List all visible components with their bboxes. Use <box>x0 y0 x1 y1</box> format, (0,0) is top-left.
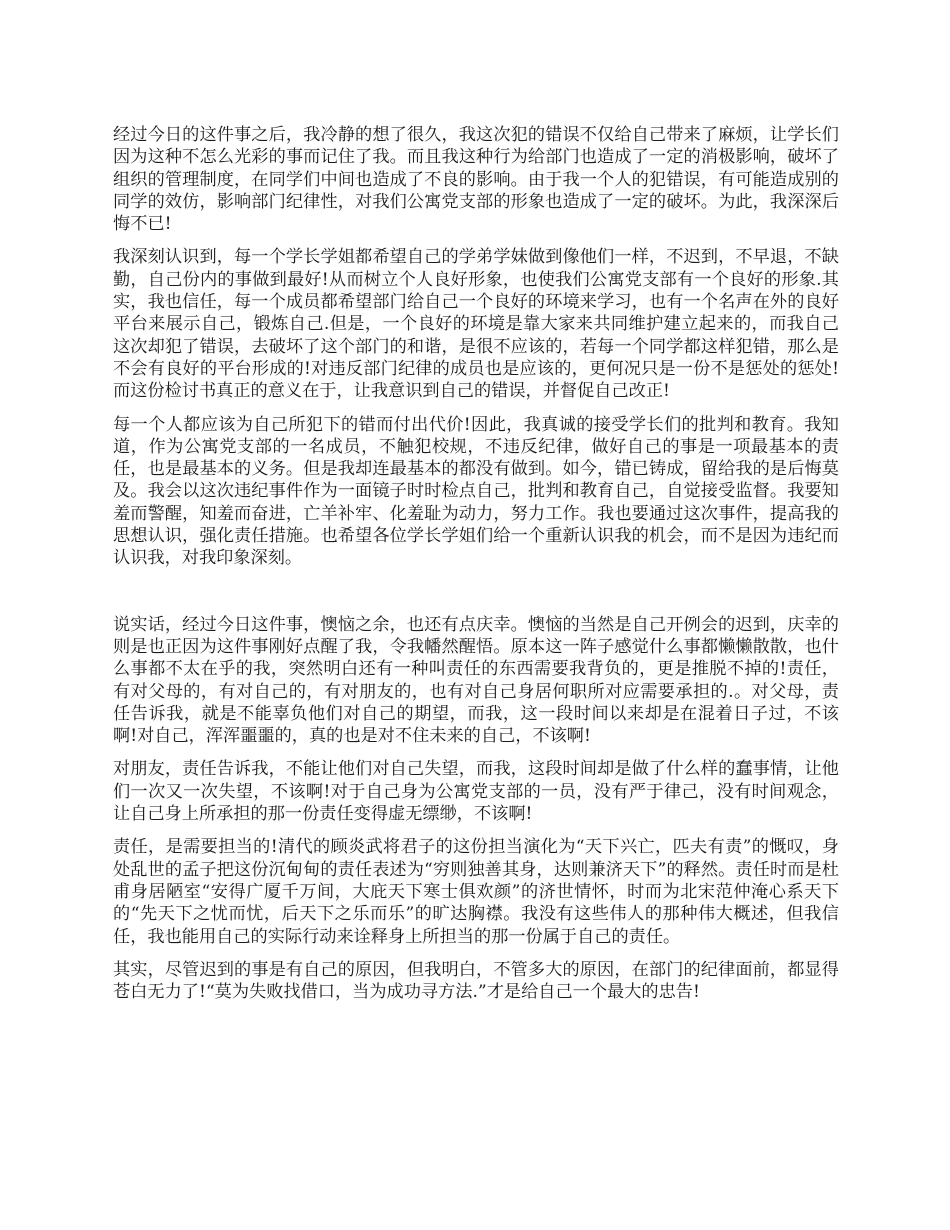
paragraph-3: 每一个人都应该为自己所犯下的错而付出代价!因此，我真诚的接受学长们的批判和教育。我知道，作为公寓党支部的一名成员，不触犯校规，不违反纪律，做好自己的事是一项最基本的责任，也是最基本的义务。但是我却连最基本的都没有做到。如今，错已铸成，留给我的是后悔莫及。我会以这次违纪事件作为一面镜子时时检点自己，批判和教育自己，自觉接受监督。我要知羞而警醒，知羞而奋进，亡羊补牢、化羞耻为动力，努力工作。我也要通过这次事件，提高我的思想认识，强化责任措施。也希望各位学长学姐们给一个重新认识我的机会，而不是因为违纪而认识我，对我印象深刻。 <box>113 414 839 569</box>
document-body <box>113 124 839 1014</box>
paragraph-6: 责任，是需要担当的!清代的顾炎武将君子的这份担当演化为“天下兴亡，匹夫有责”的慨叹，身处乱世的孟子把这份沉甸甸的责任表述为“穷则独善其身，达则兼济天下”的释然。责任时而是杜甫身居陋室“安得广厦千万间，大庇天下寒士俱欢颜”的济世情怀，时而为北宋范仲淹心系天下的“先天下之忧而忧，后天下之乐而乐”的旷达胸襟。我没有这些伟人的那种伟大概述，但我信任，我也能用自己的实际行动来诠释身上所担当的那一份属于自己的责任。 <box>113 837 839 947</box>
paragraph-5: 对朋友，责任告诉我，不能让他们对自己失望，而我，这段时间却是做了什么样的蠢事情，让他们一次又一次失望，不该啊!对于自己身为公寓党支部的一员，没有严于律己，没有时间观念，让自己身上所承担的那一份责任变得虚无缥缈，不该啊! <box>113 759 839 825</box>
paragraph-4: 说实话，经过今日这件事，懊恼之余，也还有点庆幸。懊恼的当然是自己开例会的迟到，庆幸的则是也正因为这件事刚好点醒了我，令我幡然醒悟。原本这一阵子感觉什么事都懒懒散散，也什么事都不太在乎的我，突然明白还有一种叫责任的东西需要我背负的，更是推脱不掉的!责任，有对父母的，有对自己的，有对朋友的，也有对自己身居何职所对应需要承担的.。对父母，责任告诉我，就是不能辜负他们对自己的期望，而我，这一段时间以来却是在混着日子过，不该啊!对自己，浑浑噩噩的，真的也是对不住未来的自己，不该啊! <box>113 614 839 747</box>
paragraph-7: 其实，尽管迟到的事是有自己的原因，但我明白，不管多大的原因，在部门的纪律面前，都显得苍白无力了!“莫为失败找借口，当为成功寻方法.”才是给自己一个最大的忠告! <box>113 959 839 1003</box>
section-gap <box>113 581 839 614</box>
paragraph-2: 我深刻认识到，每一个学长学姐都希望自己的学弟学妹做到像他们一样，不迟到，不早退，不缺勤，自己份内的事做到最好!从而树立个人良好形象，也使我们公寓党支部有一个良好的形象.其实，我也信任，每一个成员都希望部门给自己一个良好的环境来学习，也有一个名声在外的良好平台来展示自己，锻炼自己.但是，一个良好的环境是靠大家来共同维护建立起来的，而我自己这次却犯了错误，去破坏了这个部门的和谐，是很不应该的，若每一个同学都这样犯错，那么是不会有良好的平台形成的!对违反部门纪律的成员也是应该的，更何况只是一份不是惩处的惩处!而这份检讨书真正的意义在于，让我意识到自己的错误，并督促自己改正! <box>113 247 839 402</box>
paragraph-1: 经过今日的这件事之后，我冷静的想了很久，我这次犯的错误不仅给自己带来了麻烦，让学长们因为这种不怎么光彩的事而记住了我。而且我这种行为给部门也造成了一定的消极影响，破坏了组织的管理制度，在同学们中间也造成了不良的影响。由于我一个人的犯错误，有可能造成别的同学的效仿，影响部门纪律性，对我们公寓党支部的形象也造成了一定的破坏。为此，我深深后悔不已! <box>113 125 839 235</box>
